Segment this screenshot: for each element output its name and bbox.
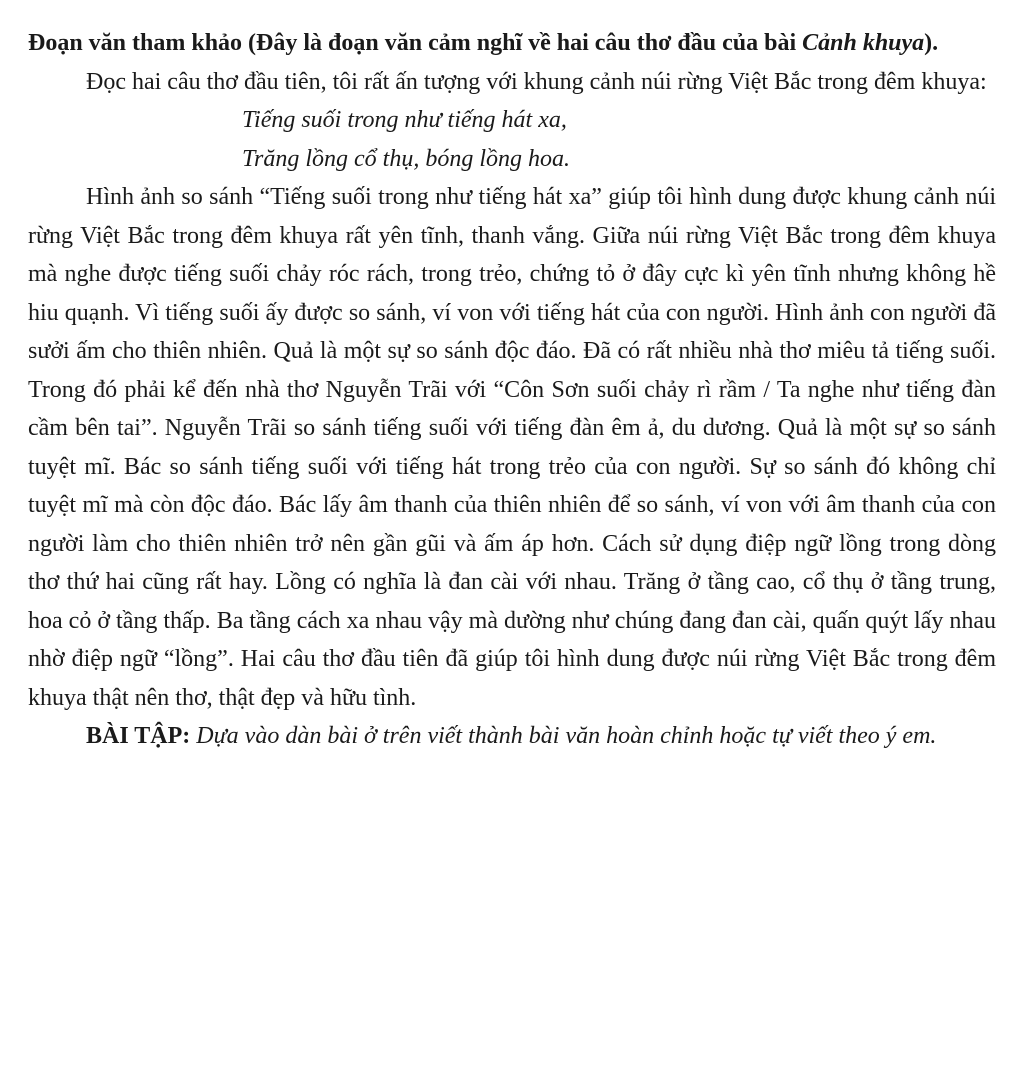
poem-block: [242, 101, 996, 178]
poem-title: Cảnh khuya: [802, 30, 925, 56]
poem-line-2: Trăng lồng cổ thụ, bóng lồng hoa.: [242, 145, 571, 172]
document-page: [28, 24, 996, 756]
intro-paragraph: Đọc hai câu thơ đầu tiên, tôi rất ấn tượng với khung cảnh núi rừng Việt Bắc trong đêm khuya:: [86, 68, 987, 95]
exercise-label: BÀI TẬP:: [86, 723, 191, 749]
exercise-text: Dựa vào dàn bài ở trên viết thành bài văn hoàn chỉnh hoặc tự viết theo ý em.: [196, 723, 937, 749]
heading-closing: ).: [924, 30, 939, 56]
body-paragraph: Hình ảnh so sánh “Tiếng suối trong như tiếng hát xa” giúp tôi hình dung được khung cảnh núi rừng Việt Bắc trong đêm khuya rất yên tĩnh, thanh vắng. Giữa núi rừng Việt Bắc trong đêm khuya mà nghe được tiếng suối chảy róc rách, trong trẻo, chứng tỏ ở đây cực kì yên tĩnh nhưng không hề hiu quạnh. Vì tiếng suối ấy được so sánh, ví von với tiếng hát của con người. Hình ảnh con người đã sưởi ấm cho thiên nhiên. Quả là một sự so sánh độc đáo. Đã có rất nhiều nhà thơ miêu tả tiếng suối. Trong đó phải kể đến nhà thơ Nguyễn Trãi với “Côn Sơn suối chảy rì rầm / Ta nghe như tiếng đàn cầm bên tai”. Nguyễn Trãi so sánh tiếng suối với tiếng đàn êm ả, du dương. Quả là một sự so sánh tuyệt mĩ. Bác so sánh tiếng suối với tiếng hát trong trẻo của con người. Sự so sánh đó không chỉ tuyệt mĩ mà còn độc đáo. Bác lấy âm thanh của thiên nhiên để so sánh, ví von với âm thanh của con người làm cho thiên nhiên trở nên gần gũi và ấm áp hơn. Cách sử dụng điệp ngữ lồng trong dòng thơ thứ hai cũng rất hay. Lồng có nghĩa là đan cài với nhau. Trăng ở tầng cao, cổ thụ ở tầng trung, hoa cỏ ở tầng thấp. Ba tầng cách xa nhau vậy mà dường như chúng đang đan cài, quấn quýt lấy nhau nhờ điệp ngữ “lồng”. Hai câu thơ đầu tiên đã giúp tôi hình dung được núi rừng Việt Bắc trong đêm khuya thật nên thơ, thật đẹp và hữu tình.: [28, 184, 996, 711]
poem-line-1: Tiếng suối trong như tiếng hát xa,: [242, 107, 567, 133]
heading-text: Đoạn văn tham khảo (Đây là đoạn văn cảm nghĩ về hai câu thơ đầu của bài: [28, 30, 797, 56]
exercise-paragraph: [28, 717, 996, 756]
document-heading: [28, 24, 996, 63]
